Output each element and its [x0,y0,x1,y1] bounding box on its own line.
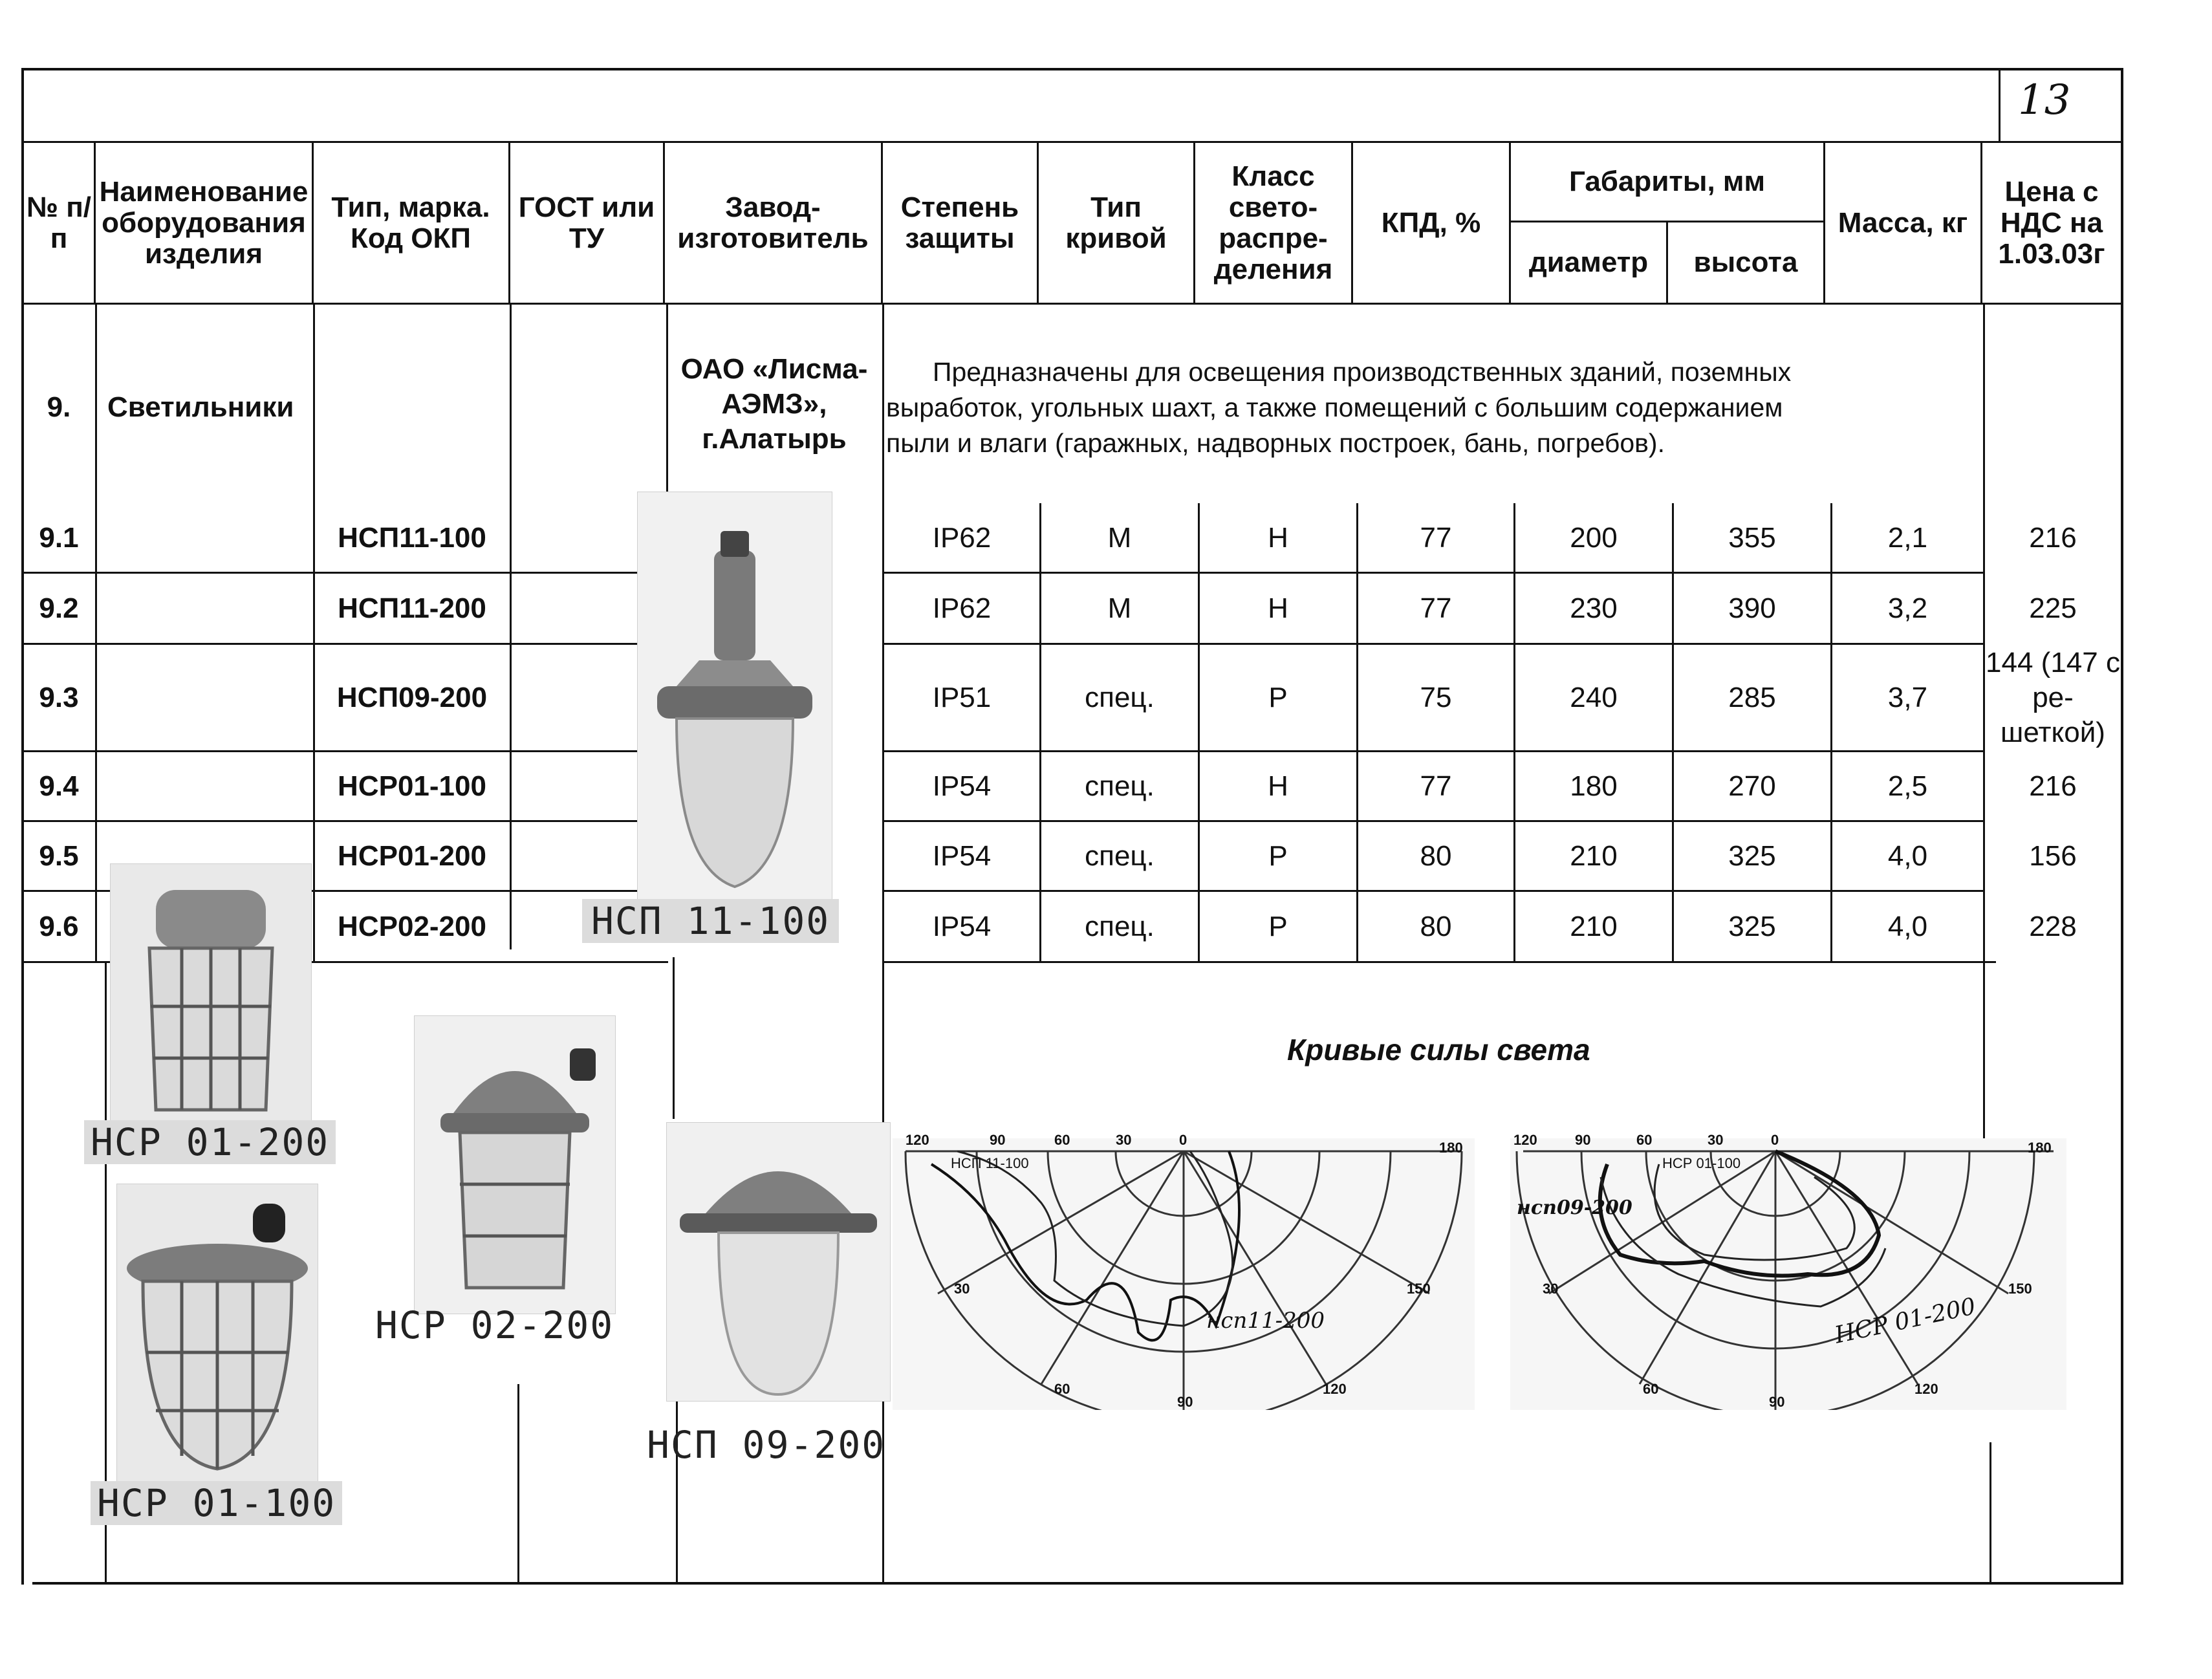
lamp-photo-nsp09 [666,1122,891,1402]
row-mass: 3,2 [1887,592,1928,624]
row-diameter: 180 [1570,770,1618,802]
lamp-nsr01-100-illustration [117,1184,318,1488]
row-curve: спец. [1085,681,1155,713]
row-efficiency: 77 [1420,522,1452,554]
polar-left-top-label: 90 [990,1132,1006,1148]
section-description [886,354,1791,461]
lamp-photo-nsr01-100 [116,1184,318,1489]
polar-right-series-label: НСР 01-200 [1832,1293,1979,1349]
header-name: Наименование оборудования изделия [99,175,309,270]
table-border-top [21,68,2123,70]
polar-left-svg [893,1138,1475,1410]
caption-nsp09: НСП 09-200 [647,1423,886,1467]
polar-right-top-label: 30 [1708,1132,1724,1148]
polar-left-series-label: нсп11-200 [1206,1308,1325,1334]
lamp-nsr01-200-illustration [111,864,311,1142]
polar-right-top-label: 60 [1636,1132,1653,1148]
row-mass: 4,0 [1887,840,1928,872]
section-name: Светильники [107,391,294,423]
lamp-photo-nsp11 [637,492,832,933]
polar-left-side-label: 150 [1407,1281,1431,1297]
polar-left-side-label: 90 [1177,1394,1193,1410]
polar-left-side-label: 120 [1323,1381,1347,1397]
polar-left-side-label: 30 [954,1281,970,1297]
row-diameter: 200 [1570,522,1618,554]
polar-left-top-label: 120 [905,1132,929,1148]
header-bottom-line [21,303,2123,305]
row-num: 9.5 [39,840,79,872]
row-height: 270 [1728,770,1776,802]
row-mass: 2,1 [1887,522,1928,554]
row-diameter: 240 [1570,681,1618,713]
polar-diagram-left [893,1132,1475,1410]
row-height: 325 [1728,840,1776,872]
row-price: 225 [2029,592,2077,624]
row-type: НСР01-100 [338,770,486,802]
header-price: Цена с НДС на 1.03.03г [1998,175,2105,270]
row-type: НСП09-200 [336,681,488,713]
header-efficiency: КПД, % [1381,206,1481,239]
row-curve: спец. [1085,770,1155,802]
polar-right-top-label: 180 [2028,1140,2052,1156]
header-dimensions: Габариты, мм [1568,166,1766,197]
header-mass: Масса, кг [1838,206,1968,239]
polar-right-series-label: НСР 01-100 [1662,1155,1741,1171]
polar-right-top-label: 90 [1575,1132,1591,1148]
row-curve: М [1107,592,1132,624]
row-efficiency: 80 [1420,840,1452,872]
header-protection: Степень защиты [900,191,1019,254]
row-type: НСР02-200 [338,910,486,942]
row-height: 325 [1728,910,1776,942]
row-distribution: Р [1268,840,1288,872]
row-price: 216 [2029,522,2077,554]
polar-left-side-label: 60 [1054,1381,1070,1397]
row-mass: 3,7 [1887,681,1928,713]
row-curve: спец. [1085,840,1155,872]
row-diameter: 230 [1570,592,1618,624]
polar-right-side-label: 90 [1769,1394,1785,1410]
row-curve: спец. [1085,910,1155,942]
polar-right-side-label: 120 [1914,1381,1938,1397]
row-num: 9.6 [39,910,79,942]
polar-right-side-label: 150 [2008,1281,2032,1297]
lamp-photo-nsr01-200 [110,863,312,1143]
polar-right-series-label: нсп09-200 [1517,1197,1632,1219]
row-price: 216 [2029,770,2077,802]
row-type: НСР01-200 [338,840,486,872]
polar-right-side-label: 30 [1543,1281,1559,1297]
row-protection: IP54 [932,840,992,872]
row-type: НСП11-200 [338,592,486,624]
polar-left-top-label: 0 [1179,1132,1187,1148]
row-efficiency: 75 [1420,681,1452,713]
row-distribution: Н [1268,770,1288,802]
header-num: № п/п [26,191,92,254]
row-protection: IP62 [932,522,992,554]
row-price: 228 [2029,910,2077,942]
lamp-photo-nsr02 [414,1015,616,1314]
row-protection: IP62 [932,592,992,624]
polar-left-series-label: НСП 11-100 [951,1155,1029,1171]
row-efficiency: 80 [1420,910,1452,942]
polar-left-top-label: 30 [1116,1132,1132,1148]
lamp-nsp09-illustration [667,1123,890,1401]
row-mass: 2,5 [1887,770,1928,802]
lamp-nsr02-illustration [415,1016,615,1314]
row-protection: IP54 [932,770,992,802]
row-efficiency: 77 [1420,592,1452,624]
page-num-divider [1999,68,2001,143]
header-height: высота [1693,246,1798,278]
header-gost: ГОСТ или ТУ [518,191,655,254]
row-mass: 4,0 [1887,910,1928,942]
row-diameter: 210 [1570,910,1618,942]
table-border-bottom [32,1582,2123,1585]
row-diameter: 210 [1570,840,1618,872]
polar-right-top-label: 0 [1771,1132,1779,1148]
row-num: 9.2 [39,592,79,624]
polar-right-side-label: 60 [1643,1381,1659,1397]
row-protection: IP54 [932,910,992,942]
description-line: Предназначены для освещения производственных зданий, поземных [933,357,1792,387]
curves-title: Кривые силы света [1287,1033,1590,1067]
row-distribution: Р [1268,910,1288,942]
polar-right-top-label: 120 [1513,1132,1537,1148]
header-curve: Тип кривой [1065,191,1167,254]
row-num: 9.1 [39,522,79,554]
row-price: 156 [2029,840,2077,872]
row-distribution: Р [1268,681,1288,713]
row-price: 144 (147 с ре- шеткой) [1986,646,2120,748]
polar-left-top-label: 180 [1439,1140,1463,1156]
caption-nsr02: НСР 02-200 [375,1303,614,1347]
header-distribution: Класс свето- распре- деления [1213,160,1333,285]
caption-nsr01-200: НСР 01-200 [84,1120,336,1164]
row-protection: IP51 [932,681,992,713]
polar-left-top-label: 60 [1054,1132,1070,1148]
section-num: 9. [47,391,71,423]
lamp-nsp11-illustration [638,492,832,932]
table-border-right [2121,68,2123,1585]
row-distribution: Н [1268,522,1288,554]
header-type: Тип, марка. Код ОКП [331,191,490,254]
section-factory: ОАО «Лисма- АЭМЗ», г.Алатырь [680,353,868,455]
row-height: 285 [1728,681,1776,713]
row-num: 9.3 [39,681,79,713]
row-height: 390 [1728,592,1776,624]
row-num: 9.4 [39,770,79,802]
header-factory: Завод- изготовитель [677,191,869,254]
row-distribution: Н [1268,592,1288,624]
caption-nsr01-100: НСР 01-100 [91,1481,342,1525]
caption-nsp11: НСП 11-100 [582,899,839,943]
polar-diagram-right [1510,1132,2066,1410]
page-number: 13 [2018,76,2071,124]
row-curve: М [1107,522,1132,554]
header-diameter: диаметр [1528,246,1649,278]
description-line: выработок, угольных шахт, а также помещений с большим содержанием [886,393,1783,422]
row-height: 355 [1728,522,1776,554]
row-type: НСП11-100 [338,522,486,554]
polar-right-svg [1510,1138,2066,1410]
description-line: пыли и влаги (гаражных, надворных построек, бань, погребов). [886,428,1665,458]
row-efficiency: 77 [1420,770,1452,802]
